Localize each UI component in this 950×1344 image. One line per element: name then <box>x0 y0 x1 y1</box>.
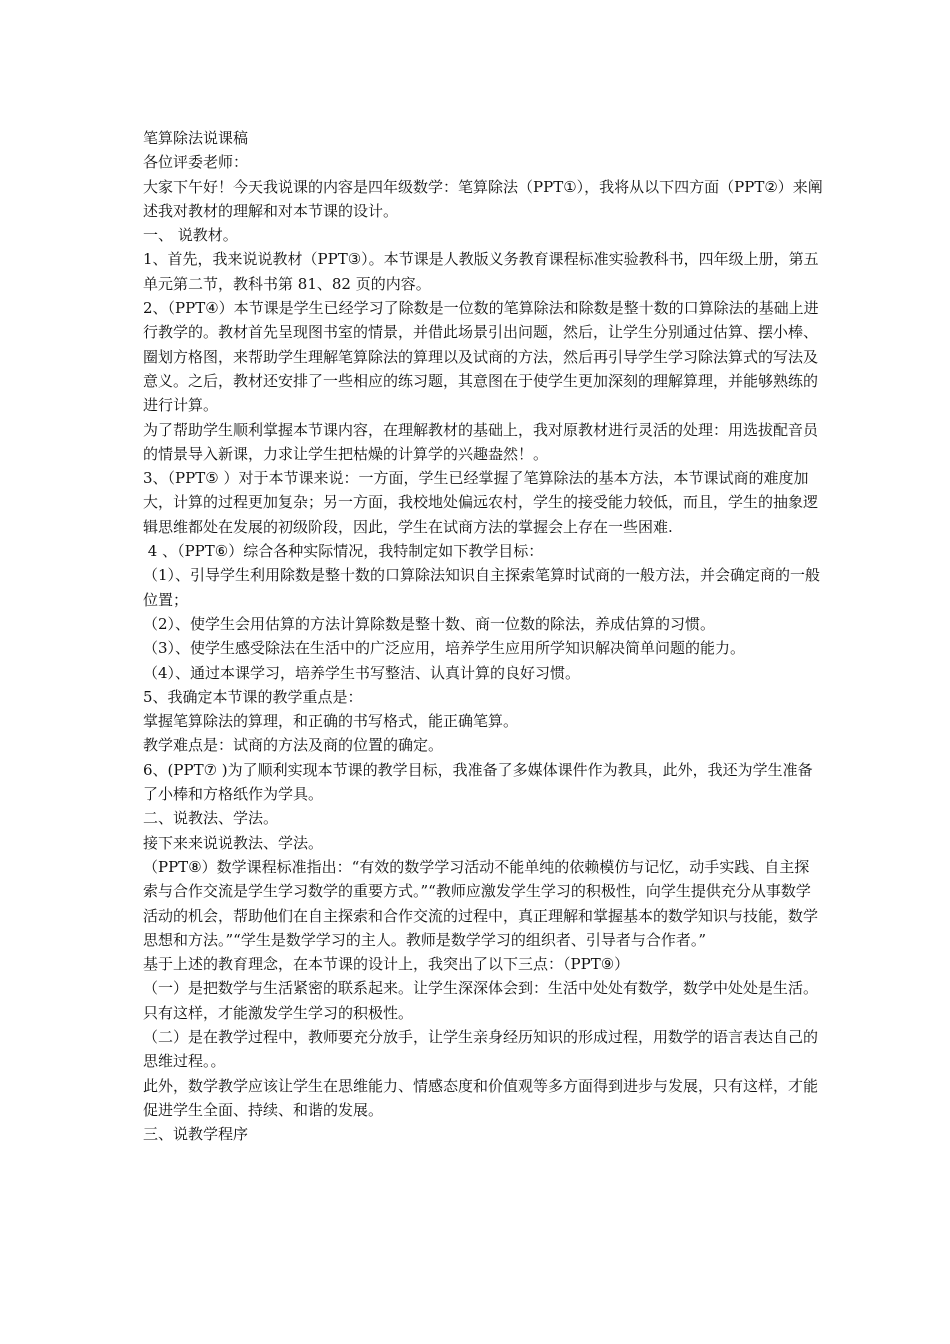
key-point: 掌握笔算除法的算理，和正确的书写格式，能正确笔算。 <box>143 712 519 731</box>
curriculum-quote: （PPT⑧）数学课程标准指出：“有效的数学学习活动不能单纯的依赖模仿与记忆，动手实践、自主探索与合作交流是学生学习数学的重要方式。”“教师应激发学生学习的积极性，向学生提供充分从事数学活动的机会，帮助他们在自主探索和合作交流的过程中，真正理解和掌握基本的数学知识与技能，数学思想和方法。”“学生是数学学习的主人。教师是数学学习的组织者、引导者与合作者。” <box>143 857 819 949</box>
paragraph-materials-5: 5、我确定本节课的教学重点是： <box>143 687 363 706</box>
salutation: 各位评委老师： <box>143 153 249 172</box>
methods-intro: 接下来来说说教法、学法。 <box>143 833 324 852</box>
development-paragraph: 此外，数学教学应该让学生在思维能力、情感态度和价值观等多方面得到进步与发展，只有这样，才能促进学生全面、持续、和谐的发展。 <box>143 1076 819 1119</box>
paragraph-materials-1: 1、首先，我来说说教材（PPT③）。本节课是人教版义务教育课程标准实验教科书，四年级上册，第五单元第二节，教科书第 81、82 页的内容。 <box>143 250 819 293</box>
intro-paragraph: 大家下午好！今天我说课的内容是四年级数学：笔算除法（PPT①），我将从以下四方面（PPT②）来阐述我对教材的理解和对本节课的设计。 <box>143 177 823 220</box>
paragraph-materials-6: 6、(PPT⑦ )为了顺利实现本节课的教学目标，我准备了多媒体课件作为教具，此外，我还为学生准备了小棒和方格纸作为学具。 <box>143 760 813 804</box>
goal-item-2: （2）、使学生会用估算的方法计算除数是整十数、商一位数的除法，养成估算的习惯。 <box>143 614 716 633</box>
paragraph-materials-3: 3、（PPT⑤ ）对于本节课来说：一方面，学生已经掌握了笔算除法的基本方法，本节课试商的难度加大，计算的过程更加复杂；另一方面，我校地处偏远农村，学生的接受能力较低，而且，学生的抽象逻辑思维都处在发展的初级阶段，因此，学生在试商方法的掌握会上存在一些困难. <box>143 469 819 536</box>
difficult-point: 教学难点是：试商的方法及商的位置的确定。 <box>143 736 444 755</box>
highlight-item-2: （二）是在教学过程中，教师要充分放手，让学生亲身经历知识的形成过程，用数学的语言表达自己的思维过程。。 <box>143 1027 819 1071</box>
goal-item-4: （4）、通过本课学习，培养学生书写整洁、认真计算的良好习惯。 <box>143 663 581 682</box>
document-body <box>143 126 823 1146</box>
design-highlights: 基于上述的教育理念，在本节课的设计上，我突出了以下三点：（PPT⑨） <box>143 955 630 974</box>
section-heading-procedure: 三、说教学程序 <box>143 1125 249 1144</box>
paragraph-materials-4: 4 、（PPT⑥）综合各种实际情况，我特制定如下教学目标： <box>143 542 544 561</box>
goal-item-3: （3）、使学生感受除法在生活中的广泛应用，培养学生应用所学知识解决简单问题的能力。 <box>143 639 746 658</box>
section-heading-materials: 一、 说教材。 <box>143 226 238 245</box>
document-title: 笔算除法说课稿 <box>143 129 249 147</box>
goal-item-1: （1）、引导学生利用除数是整十数的口算除法知识自主探索笔算时试商的一般方法，并会确定商的一般位置； <box>143 566 821 609</box>
section-heading-methods: 二、说教法、学法。 <box>143 809 279 828</box>
highlight-item-1: （一）是把数学与生活紧密的联系起来。让学生深深体会到：生活中处处有数学，数学中处处是生活。只有这样，才能激发学生学习的积极性。 <box>143 979 819 1022</box>
paragraph-materials-2: 2、（PPT④）本节课是学生已经学习了除数是一位数的笔算除法和除数是整十数的口算除法的基础上进行教学的。教材首先呈现图书室的情景，并借此场景引出问题，然后，让学生分别通过估算、摆小棒、圈划方格图，来帮助学生理解笔算除法的算理以及试商的方法，然后再引导学生学习除法算式的写法及意义。之后，教材还安排了一些相应的练习题，其意图在于使学生更加深刻的理解算理，并能够熟练的进行计算。 <box>143 299 819 415</box>
paragraph-materials-handling: 为了帮助学生顺利掌握本节课内容，在理解教材的基础上，我对原教材进行灵活的处理：用选拔配音员的情景导入新课，力求让学生把枯燥的计算学的兴趣盎然！。 <box>143 420 819 463</box>
